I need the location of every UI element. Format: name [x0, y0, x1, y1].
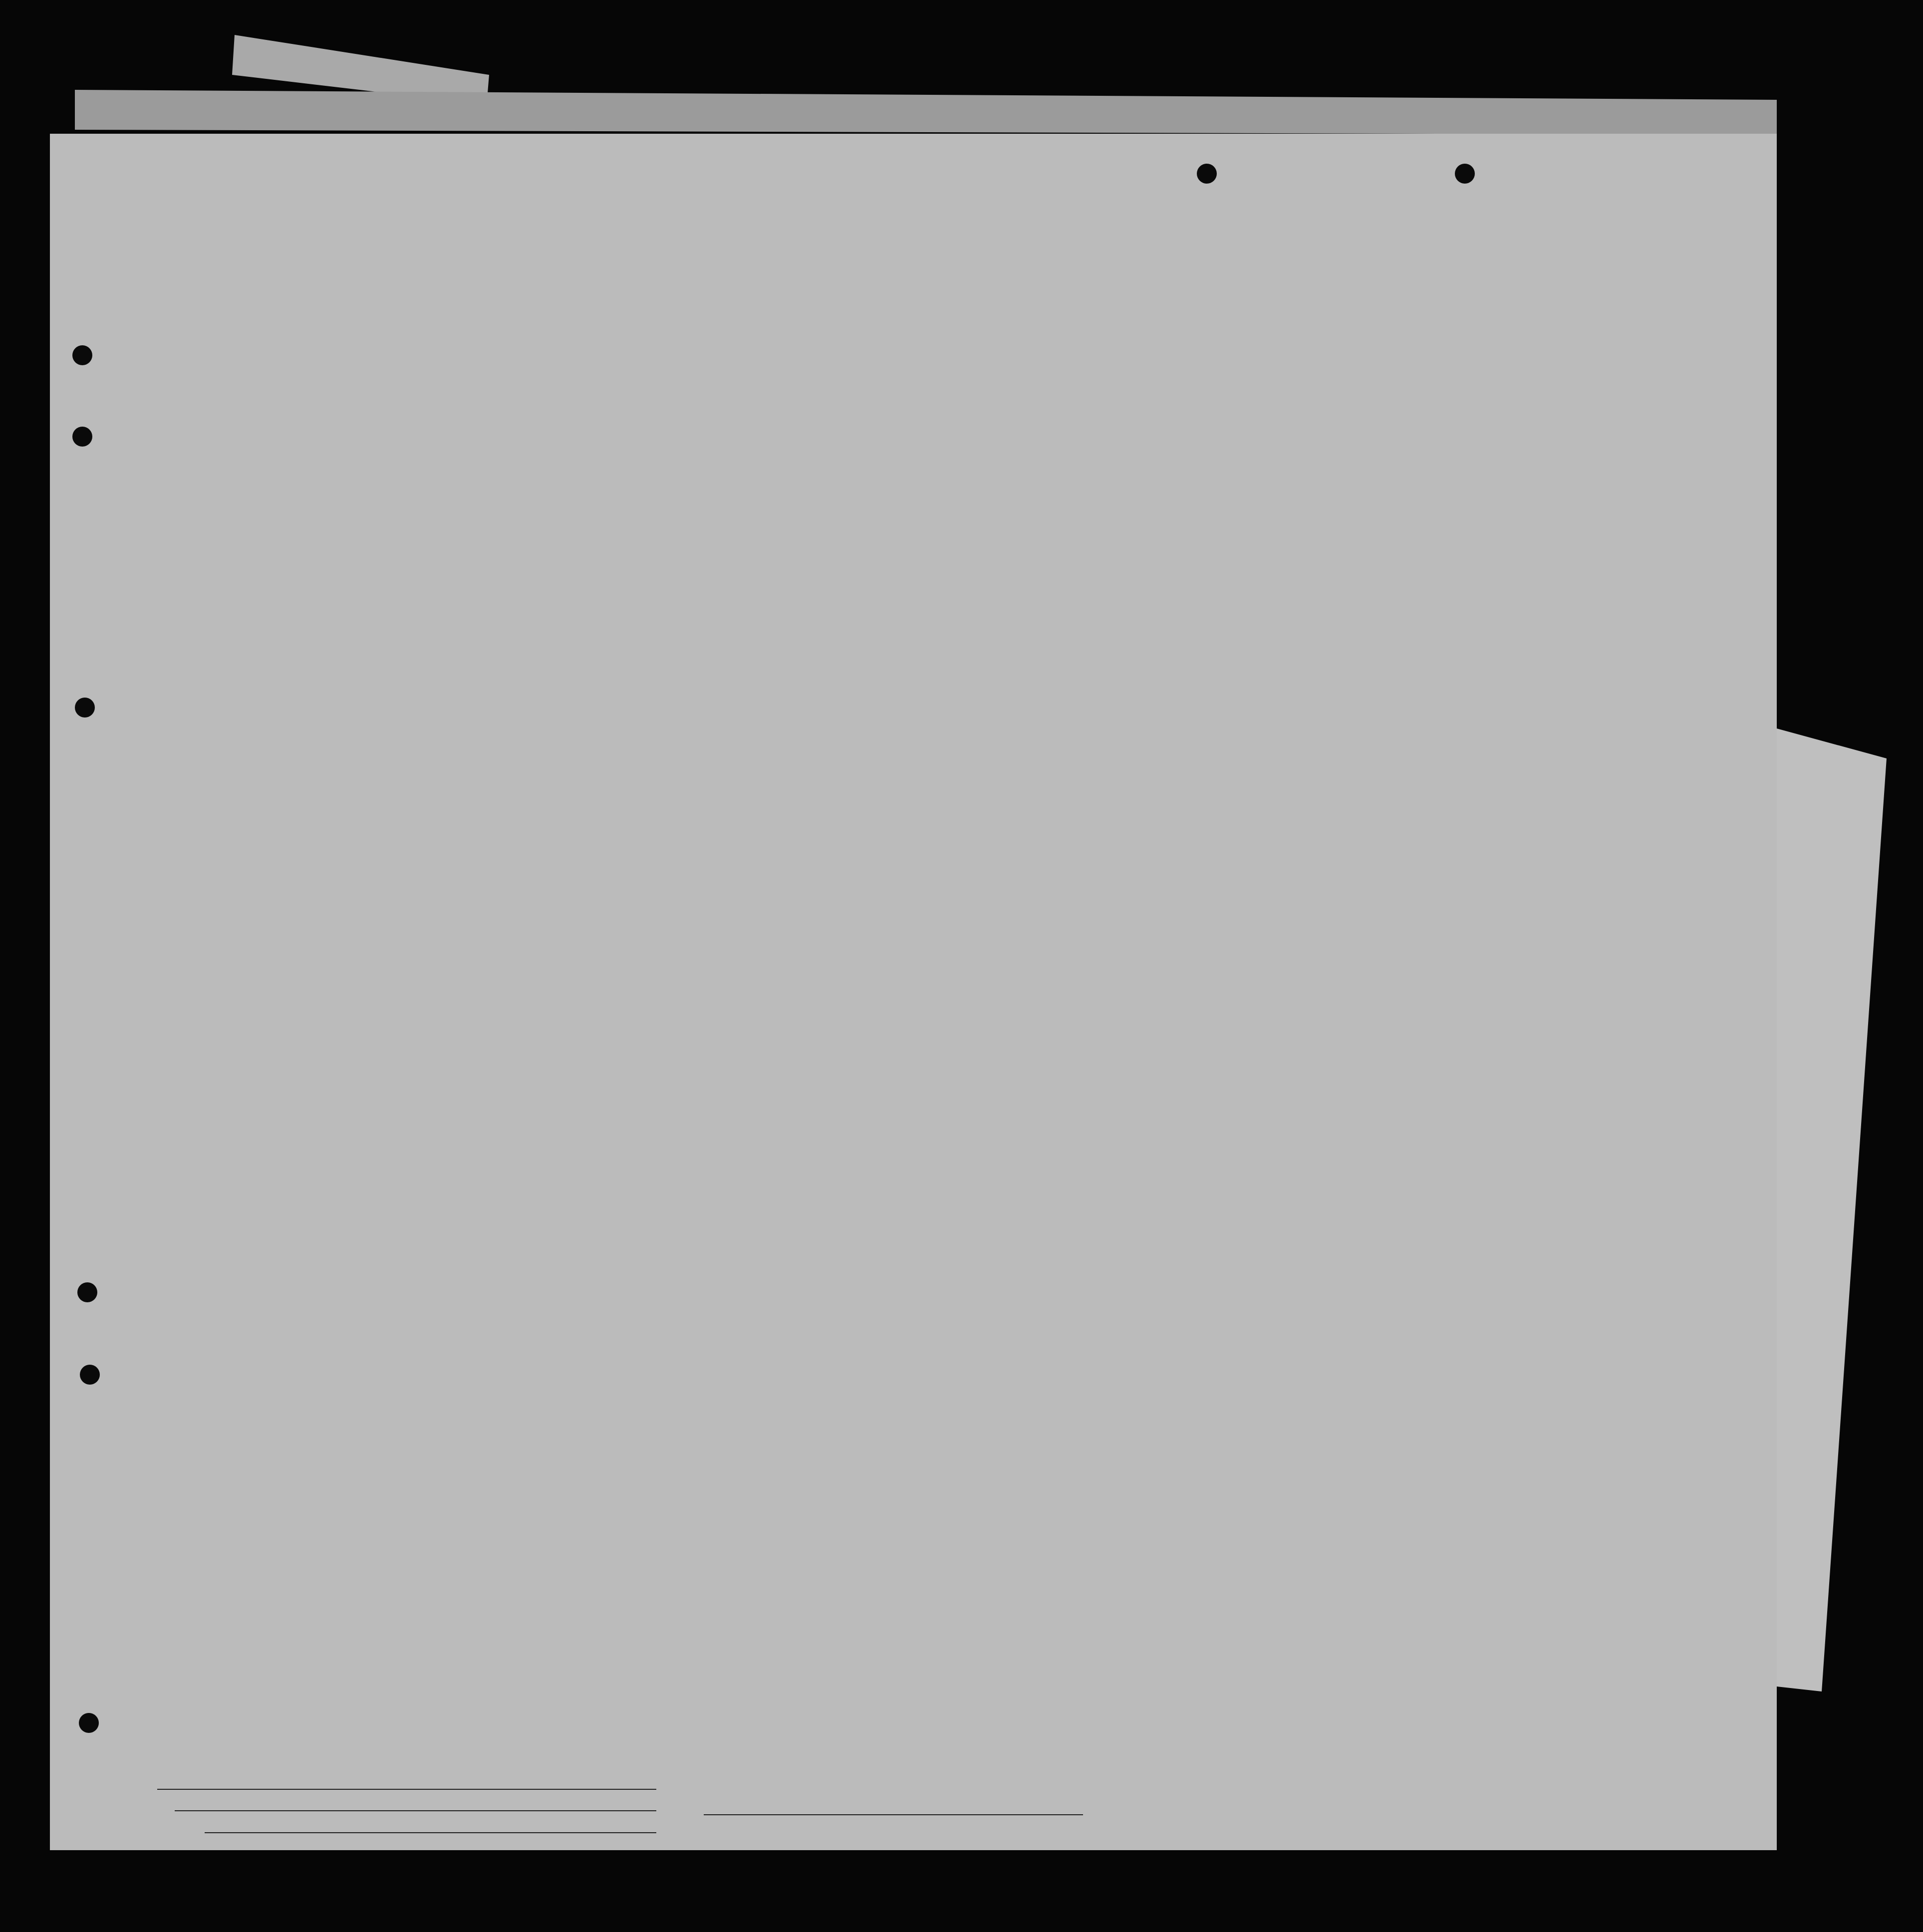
footer-agents-field	[205, 1832, 656, 1833]
footer-line-field	[157, 1789, 656, 1790]
inspector-signature-field	[704, 1814, 1083, 1815]
footer-owners-field	[175, 1810, 656, 1811]
